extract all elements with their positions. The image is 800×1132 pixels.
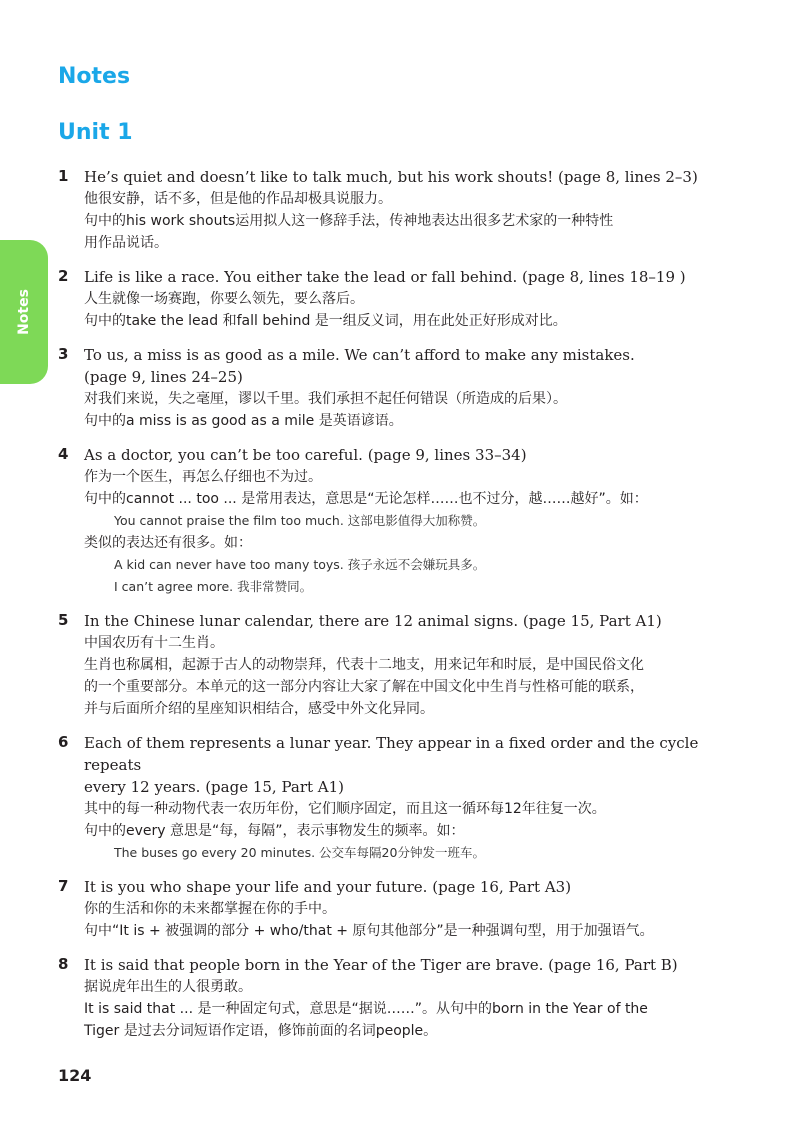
note-number: 4 [58,445,69,463]
note-english-text: He’s quiet and doesn’t like to talk much, but his work shouts! (page 8, lines 2–3) [84,168,698,186]
note-english-text: In the Chinese lunar calendar, there are 12 animal signs. (page 15, Part A1) [84,612,662,630]
note-number: 3 [58,345,69,363]
note-english-text: Each of them represents a lunar year. They appear in a fixed order and the cycle repeats [84,734,699,774]
note-chinese-text: 的一个重要部分。本单元的这一部分内容让大家了解在中国文化中生肖与性格可能的联系， [84,679,644,695]
note-number: 5 [58,611,69,629]
note-english-text: As a doctor, you can’t be too careful. (page 9, lines 33–34) [84,446,527,464]
note-chinese-text: 生肖也称属相，起源于古人的动物崇拜，代表十二地支，用来记年和时辰，是中国民俗文化 [84,657,644,673]
note-chinese-text: 他很安静，话不多，但是他的作品却极具说服力。 [84,191,392,207]
note-example: A kid can never have too many toys. 孩子永远不会嫌玩具多。 [114,557,486,572]
note-number: 8 [58,955,69,973]
note-chinese-text: 人生就像一场赛跑，你要么领先，要么落后。 [84,291,364,307]
note-number: 1 [58,167,69,185]
note-item [58,732,758,864]
note-item [58,344,758,432]
notes-list [58,166,758,1054]
note-item [58,444,758,598]
note-english-text: It is you who shape your life and your future. (page 16, Part A3) [84,878,572,896]
note-number: 6 [58,733,69,751]
note-chinese-text: 用作品说话。 [84,235,168,251]
note-english-text: every 12 years. (page 15, Part A1) [84,778,345,796]
note-english-text: Life is like a race. You either take the lead or fall behind. (page 8, lines 18–19 ) [84,268,686,286]
note-english-text: It is said that people born in the Year of the Tiger are brave. (page 16, Part B) [84,956,678,974]
note-number: 7 [58,877,69,895]
note-example: You cannot praise the film too much. 这部电影值得大加称赞。 [114,513,486,528]
note-chinese-text: Tiger 是过去分词短语作定语，修饰前面的名词people。 [84,1023,438,1039]
page-heading: Notes [58,64,131,89]
note-example: I can’t agree more. 我非常赞同。 [114,579,313,594]
note-chinese-text: 句中的take the lead 和fall behind 是一组反义词，用在此处正好形成对比。 [84,313,567,329]
note-chinese-text: 其中的每一种动物代表一农历年份，它们顺序固定，而且这一循环每12年往复一次。 [84,801,606,817]
note-number: 2 [58,267,69,285]
side-tab [0,240,48,384]
note-english-text: To us, a miss is as good as a mile. We can’t afford to make any mistakes. [84,346,635,364]
note-chinese-text: It is said that ... 是一种固定句式，意思是“据说……”。从句中的born in the Year of the [84,1001,648,1017]
note-chinese-text: 类似的表达还有很多。如： [84,535,252,551]
note-chinese-text: 句中的a miss is as good as a mile 是英语谚语。 [84,413,403,429]
note-chinese-text: 句中的his work shouts运用拟人这一修辞手法，传神地表达出很多艺术家的一种特性 [84,213,614,229]
unit-title: Unit 1 [58,120,133,145]
note-english-text: (page 9, lines 24–25) [84,368,243,386]
note-item [58,266,758,332]
side-tab-label: Notes [16,289,32,335]
note-chinese-text: 句中“It is + 被强调的部分 + who/that + 原句其他部分”是一种强调句型，用于加强语气。 [84,923,654,939]
note-chinese-text: 作为一个医生，再怎么仔细也不为过。 [84,469,322,485]
note-example: The buses go every 20 minutes. 公交车每隔20分钟发一班车。 [114,845,485,860]
note-chinese-text: 句中的cannot ... too ... 是常用表达，意思是“无论怎样……也不过分，越……越好”。如： [84,491,648,507]
note-item [58,166,758,254]
page-number: 124 [58,1066,92,1085]
note-chinese-text: 你的生活和你的未来都掌握在你的手中。 [84,901,336,917]
note-chinese-text: 据说虎年出生的人很勇敢。 [84,979,252,995]
note-item [58,954,758,1042]
note-item [58,876,758,942]
note-item [58,610,758,720]
note-chinese-text: 并与后面所介绍的星座知识相结合，感受中外文化异同。 [84,701,434,717]
note-chinese-text: 对我们来说，失之毫厘，谬以千里。我们承担不起任何错误（所造成的后果）。 [84,391,567,407]
note-chinese-text: 中国农历有十二生肖。 [84,635,224,651]
note-chinese-text: 句中的every 意思是“每，每隔”，表示事物发生的频率。如： [84,823,465,839]
